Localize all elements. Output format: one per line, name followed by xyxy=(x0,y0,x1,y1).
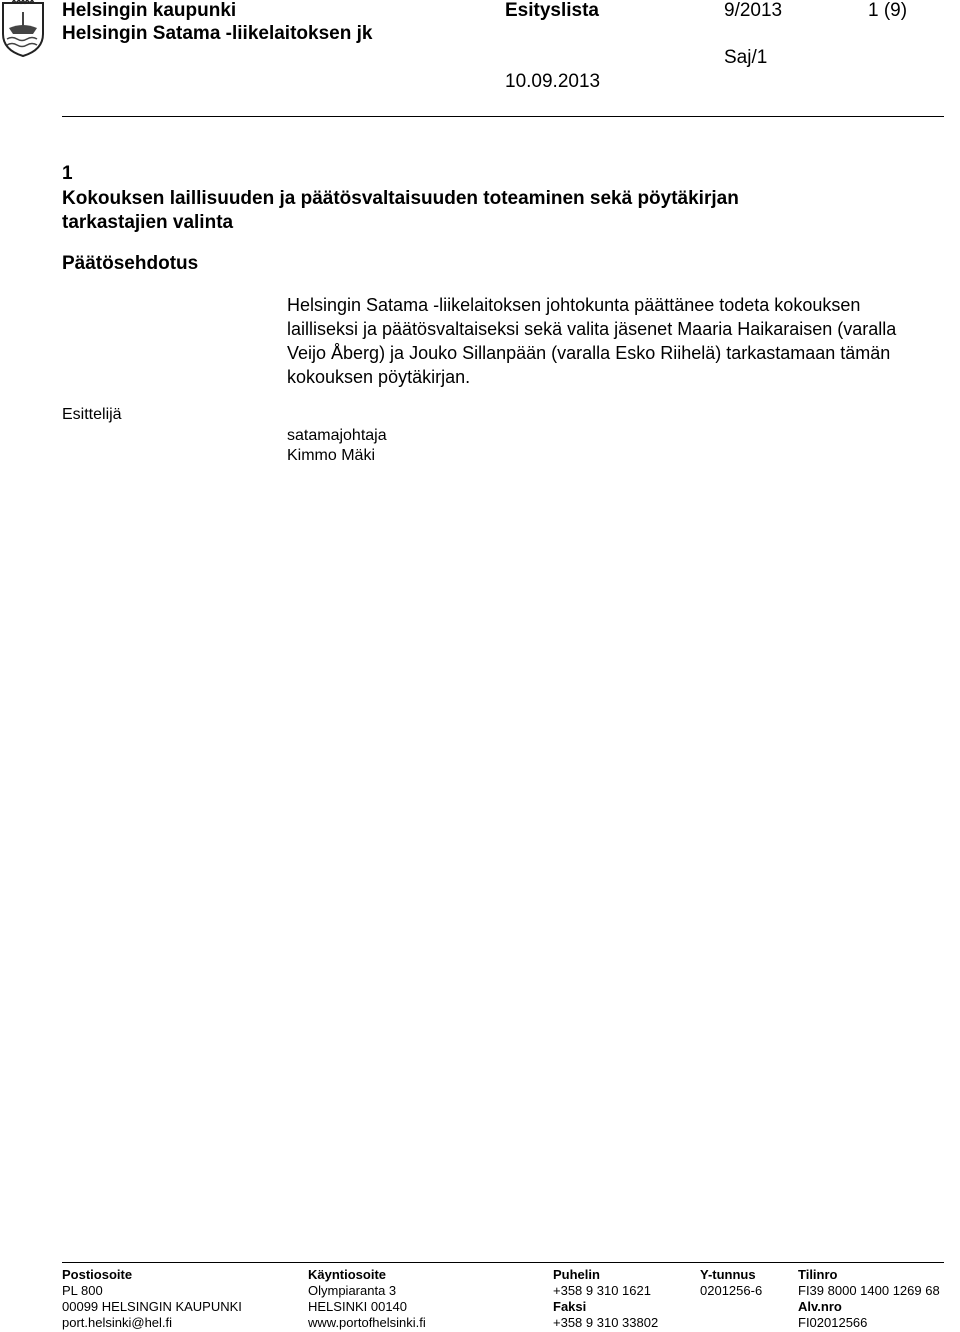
footer-phone xyxy=(553,1267,658,1331)
section-label: Päätösehdotus xyxy=(62,253,199,274)
footer-value: 00099 HELSINGIN KAUPUNKI xyxy=(62,1299,242,1314)
document-date: 10.09.2013 xyxy=(505,71,601,92)
footer-business-id xyxy=(700,1267,762,1299)
footer-value: PL 800 xyxy=(62,1283,103,1298)
footer-visiting-address xyxy=(308,1267,426,1331)
footer-label: Käyntiosoite xyxy=(308,1267,387,1282)
header-divider xyxy=(62,116,944,117)
footer-postal-address xyxy=(62,1267,242,1331)
footer-value: HELSINKI 00140 xyxy=(308,1299,408,1314)
footer-value: FI02012566 xyxy=(798,1315,868,1330)
footer-email: port.helsinki@hel.fi xyxy=(62,1315,173,1330)
document-number: 9/2013 xyxy=(724,0,783,21)
organization-name: Helsingin Satama -liikelaitoksen jk xyxy=(62,23,373,44)
helsinki-crest-icon xyxy=(0,0,46,58)
footer-label: Faksi xyxy=(553,1299,587,1314)
presenter-name: Kimmo Mäki xyxy=(287,447,376,464)
footer-divider xyxy=(62,1262,944,1263)
footer-value: +358 9 310 33802 xyxy=(553,1315,659,1330)
presenter-title: satamajohtaja xyxy=(287,427,387,444)
presenter-signature xyxy=(287,426,387,466)
item-number: 1 xyxy=(62,163,73,184)
city-name: Helsingin kaupunki xyxy=(62,0,237,21)
footer-label: Tilinro xyxy=(798,1267,838,1282)
footer-value: 0201256-6 xyxy=(700,1283,763,1298)
footer-value: Olympiaranta 3 xyxy=(308,1283,397,1298)
footer-account xyxy=(798,1267,940,1331)
proposal-text: Helsingin Satama -liikelaitoksen johtokunta päättänee todeta kokouksen lailliseksi ja päätösvaltaiseksi sekä valita jäsenet Maaria Haikaraisen (varalla Veijo Åberg) ja Jouko Sillanpään (varalla Esko Riihelä) tarkastamaan tämän kokouksen pöytäkirjan. xyxy=(287,295,897,387)
footer-label: Puhelin xyxy=(553,1267,600,1282)
footer-label: Alv.nro xyxy=(798,1299,842,1314)
page-number: 1 (9) xyxy=(868,0,908,21)
reference-code: Saj/1 xyxy=(724,47,768,68)
footer-label: Postiosoite xyxy=(62,1267,133,1282)
footer-value: FI39 8000 1400 1269 68 xyxy=(798,1283,940,1298)
footer-website: www.portofhelsinki.fi xyxy=(308,1315,426,1330)
item-title: Kokouksen laillisuuden ja päätösvaltaisuuden toteaminen sekä pöytäkirjan tarkastajien valinta xyxy=(62,188,739,233)
presenter-label: Esittelijä xyxy=(62,406,122,423)
footer-value: +358 9 310 1621 xyxy=(553,1283,651,1298)
document-type: Esityslista xyxy=(505,0,599,21)
footer-label: Y-tunnus xyxy=(700,1267,756,1282)
